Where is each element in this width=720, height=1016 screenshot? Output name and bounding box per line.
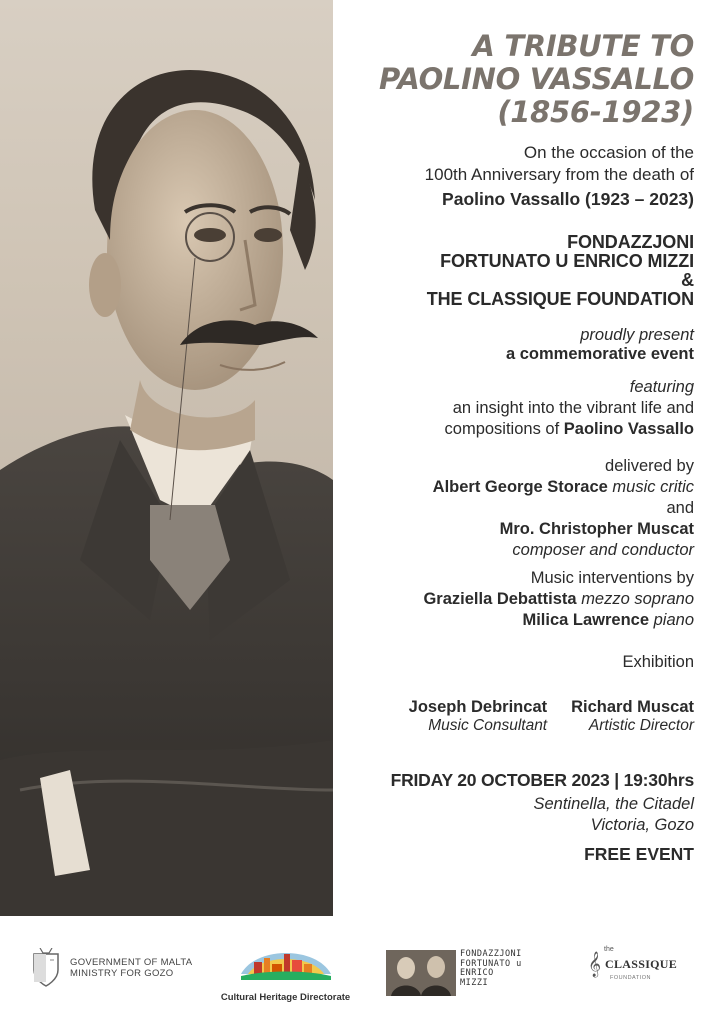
occasion-block xyxy=(334,142,694,210)
event-title xyxy=(334,30,694,129)
organiser-line-2: FORTUNATO U ENRICO MIZZI xyxy=(440,251,694,271)
occasion-line-1: On the occasion of the xyxy=(523,143,694,162)
portrait-image xyxy=(0,0,333,916)
treble-clef-icon: 𝄞 xyxy=(588,951,602,976)
classique-foundation-logo xyxy=(588,946,677,981)
organiser-line-1: FONDAZZJONI xyxy=(567,232,694,252)
venue-line-1: Sentinella, the Citadel xyxy=(533,795,694,813)
classique-word: CLASSIQUE xyxy=(605,956,678,971)
featuring-line-1: featuring xyxy=(629,378,694,396)
event-date: FRIDAY 20 OCTOBER 2023 | 19:30hrs xyxy=(390,770,694,790)
speaker-2-role: composer and conductor xyxy=(512,541,694,559)
fond-text xyxy=(460,950,522,988)
fondazzjoni-mizzi-logo xyxy=(386,950,522,996)
featuring-line-3-prefix: compositions of xyxy=(444,420,560,438)
gov-line-1: GOVERNMENT OF MALTA xyxy=(70,957,193,968)
organiser-ampersand: & xyxy=(681,270,694,290)
title-line-3: (1856-1923) xyxy=(497,95,694,129)
speaker-2-name: Mro. Christopher Muscat xyxy=(499,520,694,538)
credit-music-consultant xyxy=(409,697,547,735)
sponsor-footer xyxy=(0,916,720,1016)
featuring-block xyxy=(334,377,694,440)
delivered-block xyxy=(334,456,694,561)
performer-1 xyxy=(334,589,694,610)
delivered-and: and xyxy=(666,499,694,517)
featuring-line-2: an insight into the vibrant life and xyxy=(452,399,694,417)
gov-text xyxy=(70,957,192,979)
fond-line-3: ENRICO xyxy=(460,968,494,978)
performer-1-role: mezzo soprano xyxy=(581,590,694,608)
occasion-line-2: 100th Anniversary from the death of xyxy=(424,165,694,184)
present-block xyxy=(334,326,694,364)
credit-name: Richard Muscat xyxy=(571,698,694,716)
credit-artistic-director xyxy=(571,697,694,735)
government-of-malta-logo xyxy=(30,948,192,988)
classique-sub: FOUNDATION xyxy=(610,975,651,981)
speaker-1-name: Albert George Storace xyxy=(432,478,608,496)
organiser-line-4: THE CLASSIQUE FOUNDATION xyxy=(426,289,694,309)
free-event-label: FREE EVENT xyxy=(584,844,694,864)
present-line-1: proudly present xyxy=(580,326,694,344)
portrait-illustration xyxy=(0,0,333,916)
cultural-heritage-directorate-logo xyxy=(218,944,353,1003)
credits-block xyxy=(409,697,694,735)
fond-line-1: FONDAZZJONI xyxy=(460,949,522,959)
credit-role: Artistic Director xyxy=(588,717,694,734)
title-line-1: A TRIBUTE TO xyxy=(472,29,694,63)
speaker-1-role: music critic xyxy=(612,478,694,496)
venue-line-2: Victoria, Gozo xyxy=(590,816,694,834)
performer-2-name: Milica Lawrence xyxy=(522,611,650,629)
music-line-1: Music interventions by xyxy=(530,569,694,587)
exhibition-label: Exhibition xyxy=(622,653,694,671)
music-block xyxy=(334,568,694,631)
title-line-2: PAOLINO VASSALLO xyxy=(379,62,694,96)
present-line-2: a commemorative event xyxy=(505,345,694,363)
occasion-line-3: Paolino Vassallo (1923 – 2023) xyxy=(442,189,694,209)
performer-2 xyxy=(334,610,694,631)
speaker-1 xyxy=(334,477,694,498)
chd-label: Cultural Heritage Directorate xyxy=(220,992,351,1003)
event-venue xyxy=(334,794,694,836)
fond-line-4: MIZZI xyxy=(460,977,489,988)
delivered-line-1: delivered by xyxy=(605,457,694,475)
featuring-line-3-name: Paolino Vassallo xyxy=(563,420,694,438)
malta-coat-of-arms-icon xyxy=(30,948,62,988)
organisers-block xyxy=(294,233,694,309)
credit-name: Joseph Debrincat xyxy=(408,698,548,716)
founders-photo xyxy=(386,950,456,996)
performer-1-name: Graziella Debattista xyxy=(423,590,577,608)
classique-the: the xyxy=(604,946,614,953)
featuring-line-3 xyxy=(334,419,694,440)
gov-line-2: MINISTRY FOR GOZO xyxy=(70,968,174,979)
heritage-skyline-icon xyxy=(236,944,336,984)
fond-line-2: FORTUNATO u xyxy=(460,958,522,969)
performer-2-role: piano xyxy=(653,611,694,629)
credit-role: Music Consultant xyxy=(428,717,548,734)
